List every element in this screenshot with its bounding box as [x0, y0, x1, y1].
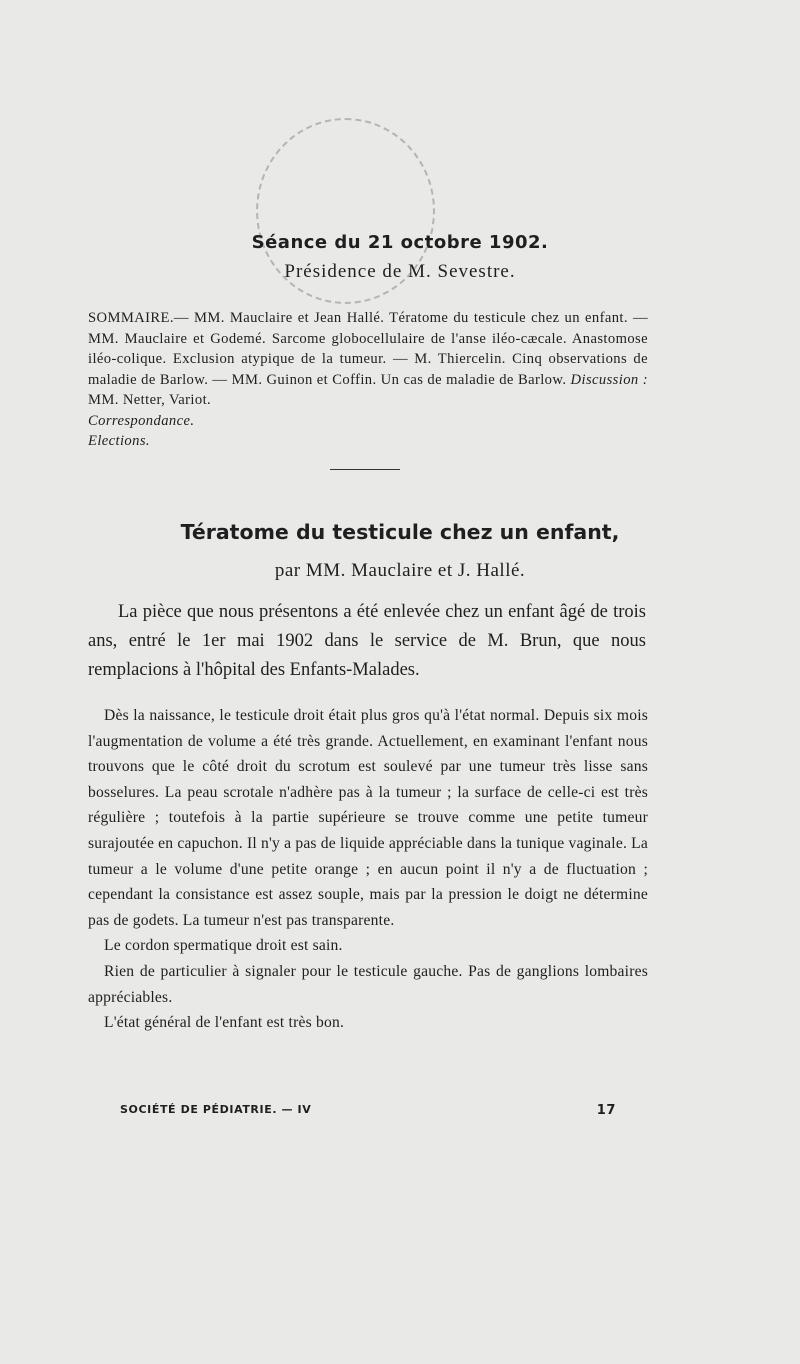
summary-item: MM. Guinon et Coffin. Un cas de maladie de Barlow.: [231, 371, 567, 388]
article-body: [88, 703, 648, 1036]
body-paragraph: Dès la naissance, le testicule droit était plus gros qu'à l'état normal. Depuis six mois l'augmentation de volume a été très grande. Actuellement, en examinant l'enfant nous trouvons que le côté droit du scrotum est soulevé par une tumeur très lisse sans bosselures. La peau scrotale n'adhère pas à la tumeur ; la surface de celle-ci est très régulière ; toutefois à la partie supérieure se trouve comme une petite tumeur surajoutée en capuchon. Il n'y a pas de liquide appréciable dans la tunique vaginale. La tumeur a le volume d'une petite orange ; en aucun point il n'y a de fluctuation ; cependant la consistance est assez souple, mais par la pression le doigt ne détermine pas de godets. La tumeur n'est pas transparente.: [88, 707, 648, 929]
running-title: SOCIÉTÉ DE PÉDIATRIE. — IV: [120, 1103, 312, 1116]
summary-item: M. Thiercelin. Cinq observations de maladie de Barlow. —: [88, 351, 648, 388]
discussion-names: MM. Netter, Variot.: [88, 392, 212, 408]
page-footer: [120, 1103, 616, 1118]
summary-item: MM. Mauclaire et Jean Hallé. Tératome du testicule chez un enfant. —: [193, 310, 648, 326]
session-heading: Séance du 21 octobre 1902.: [251, 232, 549, 253]
body-paragraph: L'état général de l'enfant est très bon.: [104, 1014, 345, 1032]
article-title: Tératome du testicule chez un enfant,: [180, 520, 620, 544]
page-number: 17: [596, 1103, 616, 1118]
body-paragraph: Rien de particulier à signaler pour le testicule gauche. Pas de ganglions lombaires appréciables.: [88, 962, 648, 1006]
intro-paragraph: [88, 598, 646, 685]
correspondence-entry: Correspondance.: [88, 412, 195, 429]
intro-text: La pièce que nous présentons a été enlevée chez un enfant âgé de trois ans, entré le 1er mai 1902 dans le service de M. Brun, que nous remplacions à l'hôpital des Enfants-Malades.: [88, 602, 646, 680]
section-divider: [330, 469, 400, 470]
body-paragraph: Le cordon spermatique droit est sain.: [104, 937, 343, 955]
article-byline: par MM. Mauclaire et J. Hallé.: [274, 560, 526, 581]
discussion-label: Discussion :: [570, 371, 648, 388]
summary-block: [88, 308, 648, 452]
presidence-heading: Présidence de M. Sevestre.: [284, 261, 516, 282]
summary-label: SOMMAIRE.—: [88, 310, 189, 326]
elections-entry: Elections.: [88, 433, 150, 449]
summary-item: MM. Mauclaire et Godemé. Sarcome globocellulaire de l'anse iléo-cæcale. Anastomose iléo-colique. Exclusion atypique de la tumeur. —: [88, 330, 648, 367]
